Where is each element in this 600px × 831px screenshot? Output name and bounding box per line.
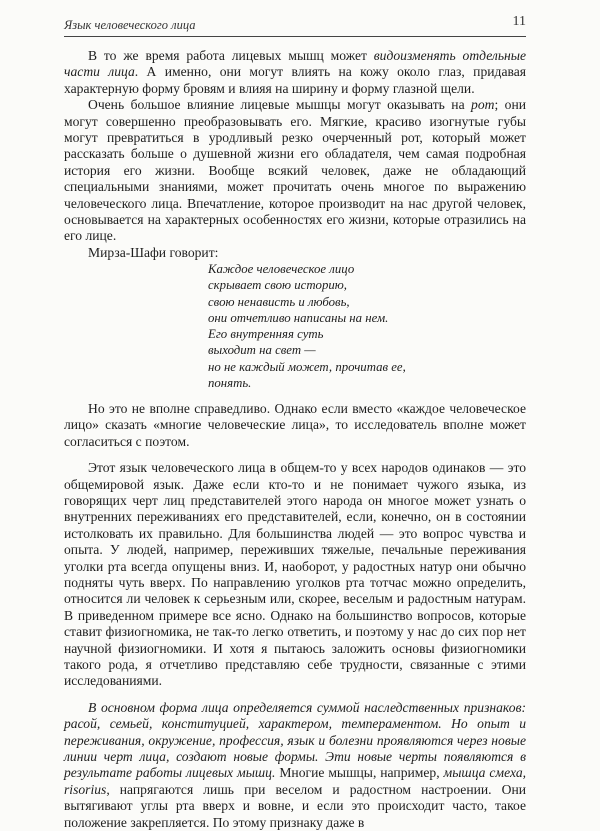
poem-line: они отчетливо написаны на нем. [208, 310, 389, 325]
poem-line: свою ненависть и любовь, [208, 294, 350, 309]
poem-line: Его внутренняя суть [208, 327, 324, 342]
paragraph-text: , напрягаются лишь при веселом и радостном настроении. Они вытягивают углы рта вверх и вовне, и если это происходит часто, такое положение закрепляется. По этому признаку даже в [64, 781, 526, 830]
poem-intro: Мирза-Шафи говорит: [88, 244, 219, 260]
poem [208, 261, 526, 391]
paragraph: Этот язык человеческого лица в общем-то у всех народов одинаков — это общемировой язык. Даже если кто-то и не понимает чужого языка, из говорящих черт лиц представителей этого народа он многое может узнать о внутренних переживаниях его представителей, если, конечно, он в состоянии истолковать их правильно. Для большинства людей — это вопрос чувства и опыта. У людей, например, переживших тяжелые, печальные переживания уголки рта всегда опущены вниз. И, наоборот, у радостных натур они обычно подняты чуть вверх. По направлению уголков рта тотчас можно определить, относится ли человек к серьезным или, скорее, веселым и радостным натурам. В приведенном примере все ясно. Однако на большинство вопросов, которые ставит физиогномика, не так-то легко ответить, и поэтому у нас до сих пор нет научной физиогномики. И хотя я пытаюсь заложить основы физиогномики такого рода, я отчетливо представляю себе трудности, связанные с этими исследованиями. [64, 460, 526, 689]
paragraph-text: ; они могут совершенно преобразовывать его. Мягкие, красиво изогнутые губы могут превратиться в уродливый резко очерченный рот, который может рассказать больше о душевной жизни его обладателя, чем самая подробная история его жизни. Вообще всякий человек, даже не обладающий специальными знаниями, может прочитать очень многое по выражению человеческого лица. Впечатление, которое производит на нас другой человек, основывается на характерных особенностях его жизни, которые отразились на его лице. [64, 97, 526, 244]
paragraph [64, 48, 526, 97]
paragraph-text: . А именно, они могут влиять на кожу около глаз, придавая характерную форму бровям и влияя на ширину и форму глазной щели. [64, 64, 527, 96]
paragraph: Но это не вполне справедливо. Однако если вместо «каждое человеческое лицо» сказать «многие человеческие лица», то исследователь вполне может согласиться с поэтом. [64, 400, 526, 449]
emphasis: видоизменять отдельные части лица [64, 48, 526, 80]
paragraph [64, 97, 526, 245]
poem-line: скрывает свою историю, [208, 278, 347, 293]
running-head: Язык человеческого лица [64, 18, 526, 37]
emphasis: мышца смеха, risorius [64, 765, 527, 797]
page-number: 11 [512, 14, 526, 29]
paragraph-text: Очень большое влияние лицевые мышцы могут оказывать на [88, 97, 472, 113]
paragraph-text: В то же время работа лицевых мышц может [88, 48, 374, 63]
paragraph [64, 700, 526, 831]
poem-line: понять. [208, 375, 252, 390]
poem-line: Каждое человеческое лицо [208, 262, 355, 277]
poem-line: выходит на свет — [208, 343, 316, 358]
emphasis: В основном форма лица определяется суммой наследственных признаков: расой, семьей, конституцией, характером, темпераментом. Но опыт и переживания, окружение, профессия, язык и болезни проявляются через новые линии черт лица, создают новые формы. Эти новые черты появляются в результате работы лицевых мышц. [64, 699, 526, 781]
poem-line: но не каждый может, прочитав ее, [208, 359, 406, 374]
emphasis: рот [471, 97, 495, 113]
body-text [64, 48, 526, 831]
paragraph-text: Многие мышцы, например, [275, 765, 444, 781]
